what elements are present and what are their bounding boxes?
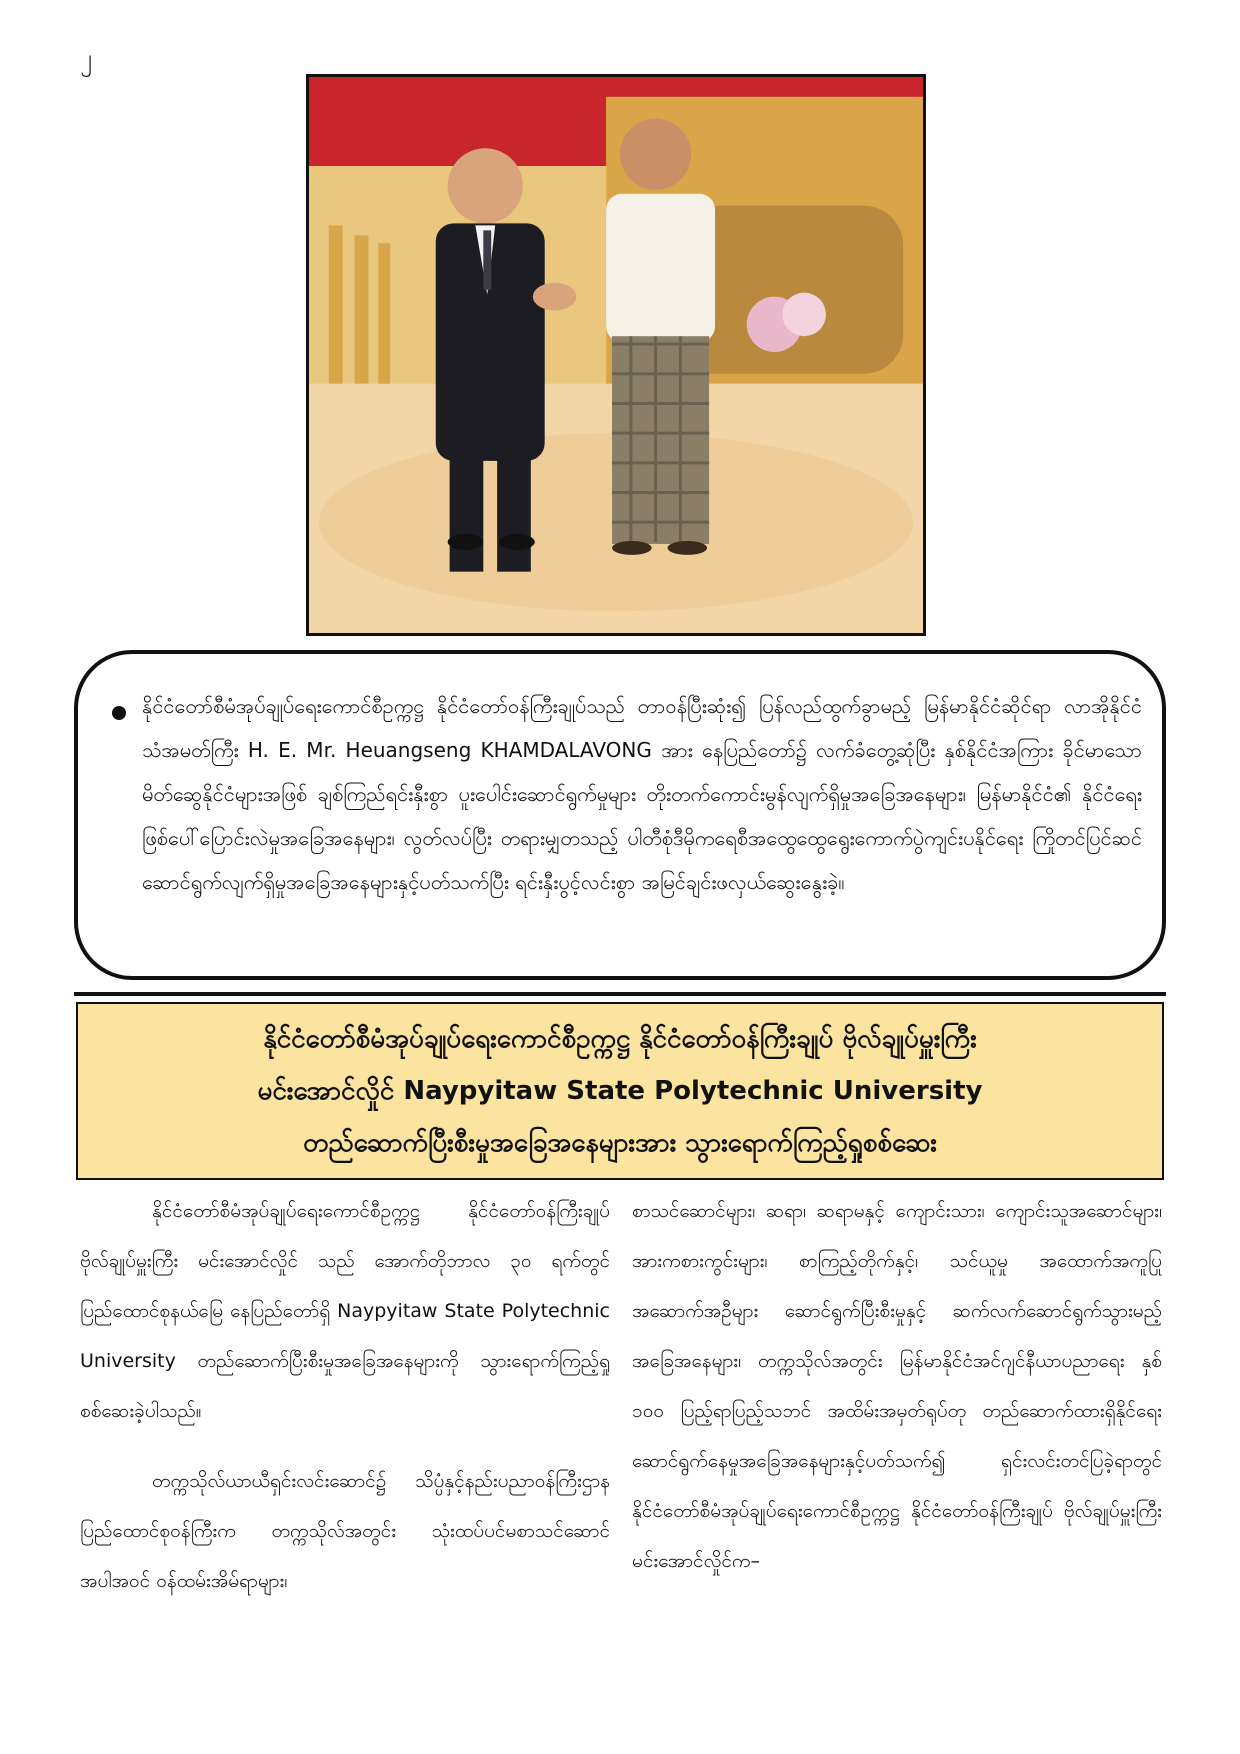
article-headline [76,1002,1164,1180]
photo-icon [309,77,923,633]
caption-box [74,650,1166,980]
headline-line-2: မင်းအောင်လှိုင် Naypyitaw State Polytechnic University [257,1076,983,1106]
section-divider [74,992,1166,996]
page-number: ၂ [80,44,92,72]
photo-caption: နိုင်ငံတော်စီမံအုပ်ချုပ်ရေးကောင်စီဥက္ကဋ္ဌ နိုင်ငံတော်ဝန်ကြီးချုပ်သည် တာဝန်ပြီးဆုံး၍ ပြန်လည်ထွက်ခွာမည့် မြန်မာနိုင်ငံဆိုင်ရာ လာအိုနိုင်ငံ သံအမတ်ကြီး H. E. Mr. Heuangseng KHAMDALAVONG အား နေပြည်တော်၌ လက်ခံတွေ့ဆုံပြီး နှစ်နိုင်ငံအကြား ခိုင်မာသော မိတ်ဆွေနိုင်ငံများအဖြစ် ချစ်ကြည်ရင်းနှီးစွာ ပူးပေါင်းဆောင်ရွက်မှုများ တိုးတက်ကောင်းမွန်လျက်ရှိမှုအခြေအနေများ၊ မြန်မာနိုင်ငံ၏ နိုင်ငံရေးဖြစ်ပေါ်ပြောင်းလဲမှုအခြေအနေများ၊ လွတ်လပ်ပြီး တရားမျှတသည့် ပါတီစုံဒီမိုကရေစီအထွေထွေရွေးကောက်ပွဲကျင်းပနိုင်ရေး ကြိုတင်ပြင်ဆင်ဆောင်ရွက်လျက်ရှိမှုအခြေအနေများနှင့်ပတ်သက်ပြီး ရင်းနှီးပွင့်လင်းစွာ အမြင်ချင်းဖလှယ်ဆွေးနွေးခဲ့။ [142,694,1142,894]
article-column-left [80,1186,610,1626]
headline-line-3: တည်ဆောက်ပြီးစီးမှုအခြေအနေများအား သွားရောက်ကြည့်ရှုစစ်ဆေး [303,1128,937,1158]
headline-line-1: နိုင်ငံတော်စီမံအုပ်ချုပ်ရေးကောင်စီဥက္ကဋ္ဌ နိုင်ငံတော်ဝန်ကြီးချုပ် ဗိုလ်ချုပ်မှူးကြီး [263,1024,977,1054]
article-column-right [632,1186,1162,1606]
paragraph: စာသင်ဆောင်များ၊ ဆရာ၊ ဆရာမနှင့် ကျောင်းသား၊ ကျောင်းသူအဆောင်များ၊ အားကစားကွင်းများ၊ စာကြည့်တိုက်နှင့်၊ သင်ယူမှု အထောက်အကူပြုအဆောက်အဦများ ဆောင်ရွက်ပြီးစီးမှုနှင့် ဆက်လက်ဆောင်ရွက်သွားမည့်အခြေအနေများ၊ တက္ကသိုလ်အတွင်း မြန်မာနိုင်ငံအင်ဂျင်နီယာပညာရေး နှစ် ၁၀၀ ပြည့်ရာပြည့်သဘင် အထိမ်းအမှတ်ရုပ်တု တည်ဆောက်ထားရှိနိုင်ရေး ဆောင်ရွက်နေမှုအခြေအနေများနှင့်ပတ်သက်၍ ရှင်းလင်းတင်ပြခဲ့ရာတွင် နိုင်ငံတော်စီမံအုပ်ချုပ်ရေးကောင်စီဥက္ကဋ္ဌ နိုင်ငံတော်ဝန်ကြီးချုပ် ဗိုလ်ချုပ်မှူးကြီး မင်းအောင်လှိုင်က– [632,1200,1162,1572]
news-photo [306,74,926,636]
paragraph: နိုင်ငံတော်စီမံအုပ်ချုပ်ရေးကောင်စီဥက္ကဋ္ဌ နိုင်ငံတော်ဝန်ကြီးချုပ် ဗိုလ်ချုပ်မှူးကြီး မင်းအောင်လှိုင် သည် အောက်တိုဘာလ ၃၀ ရက်တွင် ပြည်ထောင်စုနယ်မြေ နေပြည်တော်ရှိ Naypyitaw State Polytechnic University တည်ဆောက်ပြီးစီးမှုအခြေအနေများကို သွားရောက်ကြည့်ရှုစစ်ဆေးခဲ့ပါသည်။ [80,1200,610,1422]
bullet-icon [112,706,126,720]
paragraph: တက္ကသိုလ်ယာယီရှင်းလင်းဆောင်၌ သိပ္ပံနှင့်နည်းပညာဝန်ကြီးဌာန ပြည်ထောင်စုဝန်ကြီးက တက္ကသိုလ်အတွင်း သုံးထပ်ပင်မစာသင်ဆောင် အပါအဝင် ဝန်ထမ်းအိမ်ရာများ၊ [80,1470,610,1592]
